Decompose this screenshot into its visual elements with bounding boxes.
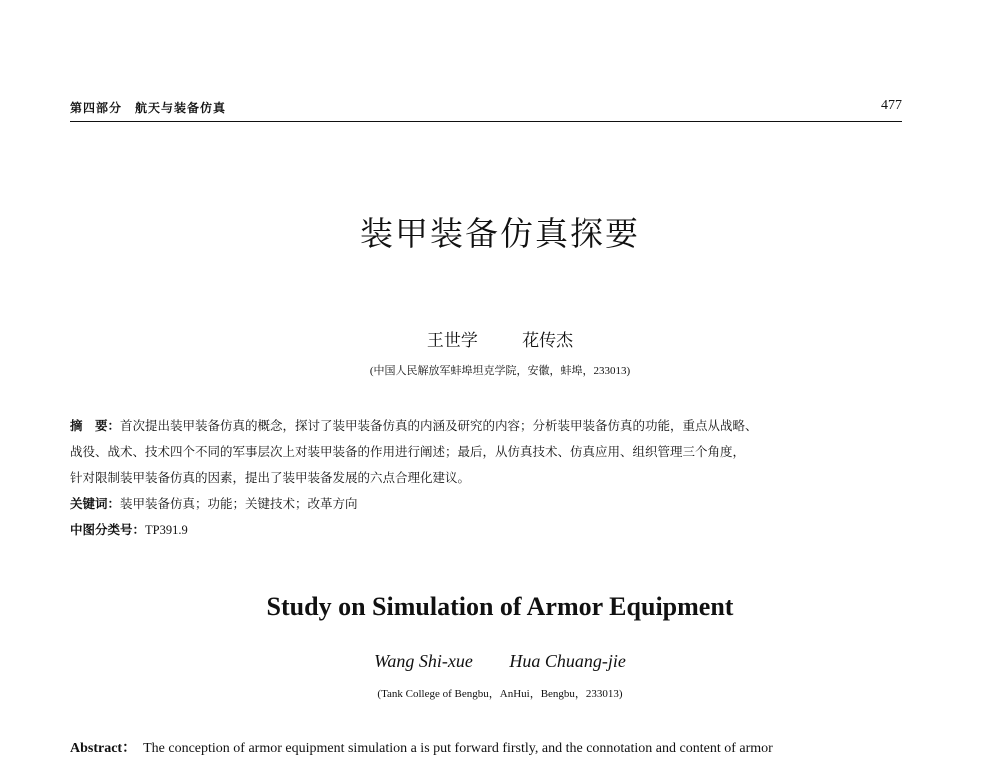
english-title: Study on Simulation of Armor Equipment <box>266 592 734 621</box>
running-header: 第四部分 航天与装备仿真 <box>70 101 227 115</box>
english-abstract-text: The conception of armor equipment simulation a is put forward firstly, and the connotation and content of armor <box>143 741 773 756</box>
chinese-authors <box>0 326 1000 351</box>
chinese-abstract-label: 摘 要： <box>70 419 121 433</box>
chinese-abstract-text-1: 首次提出装甲装备仿真的概念，探讨了装甲装备仿真的内涵及研究的内容；分析装甲装备仿真的功能，重点从战略、 <box>120 419 758 433</box>
chinese-abstract-line-3: 针对限制装甲装备仿真的因素，提出了装甲装备发展的六点合理化建议。 <box>70 471 471 485</box>
classification-value: TP391.9 <box>145 523 188 537</box>
chinese-affiliation: (中国人民解放军蚌埠坦克学院，安徽，蚌埠，233013) <box>369 365 631 377</box>
classification-number <box>70 517 188 543</box>
english-author-2: Hua Chuang-jie <box>509 651 626 671</box>
page-number: 477 <box>881 98 902 113</box>
classification-label: 中图分类号： <box>70 523 146 537</box>
chinese-abstract <box>70 413 910 491</box>
chinese-keywords-label: 关键词： <box>70 497 121 511</box>
header-rule <box>70 121 902 122</box>
english-abstract <box>70 737 910 757</box>
chinese-author-2: 花传杰 <box>522 331 574 350</box>
english-authors <box>0 651 1000 672</box>
chinese-abstract-line-2: 战役、战术、技术四个不同的军事层次上对装甲装备的作用进行阐述；最后，从仿真技术、仿真应用、组织管理三个角度， <box>70 445 746 459</box>
english-abstract-label: Abstract： <box>70 741 137 756</box>
english-author-1: Wang Shi-xue <box>374 651 473 671</box>
chinese-title: 装甲装备仿真探要 <box>360 217 640 253</box>
chinese-author-1: 王世学 <box>426 331 478 350</box>
chinese-abstract-line-1 <box>70 413 910 439</box>
chinese-keywords-text: 装甲装备仿真；功能；关键技术；改革方向 <box>120 497 358 511</box>
chinese-keywords <box>70 491 358 517</box>
english-affiliation: (Tank College of Bengbu，AnHui，Bengbu，233013) <box>377 688 623 700</box>
